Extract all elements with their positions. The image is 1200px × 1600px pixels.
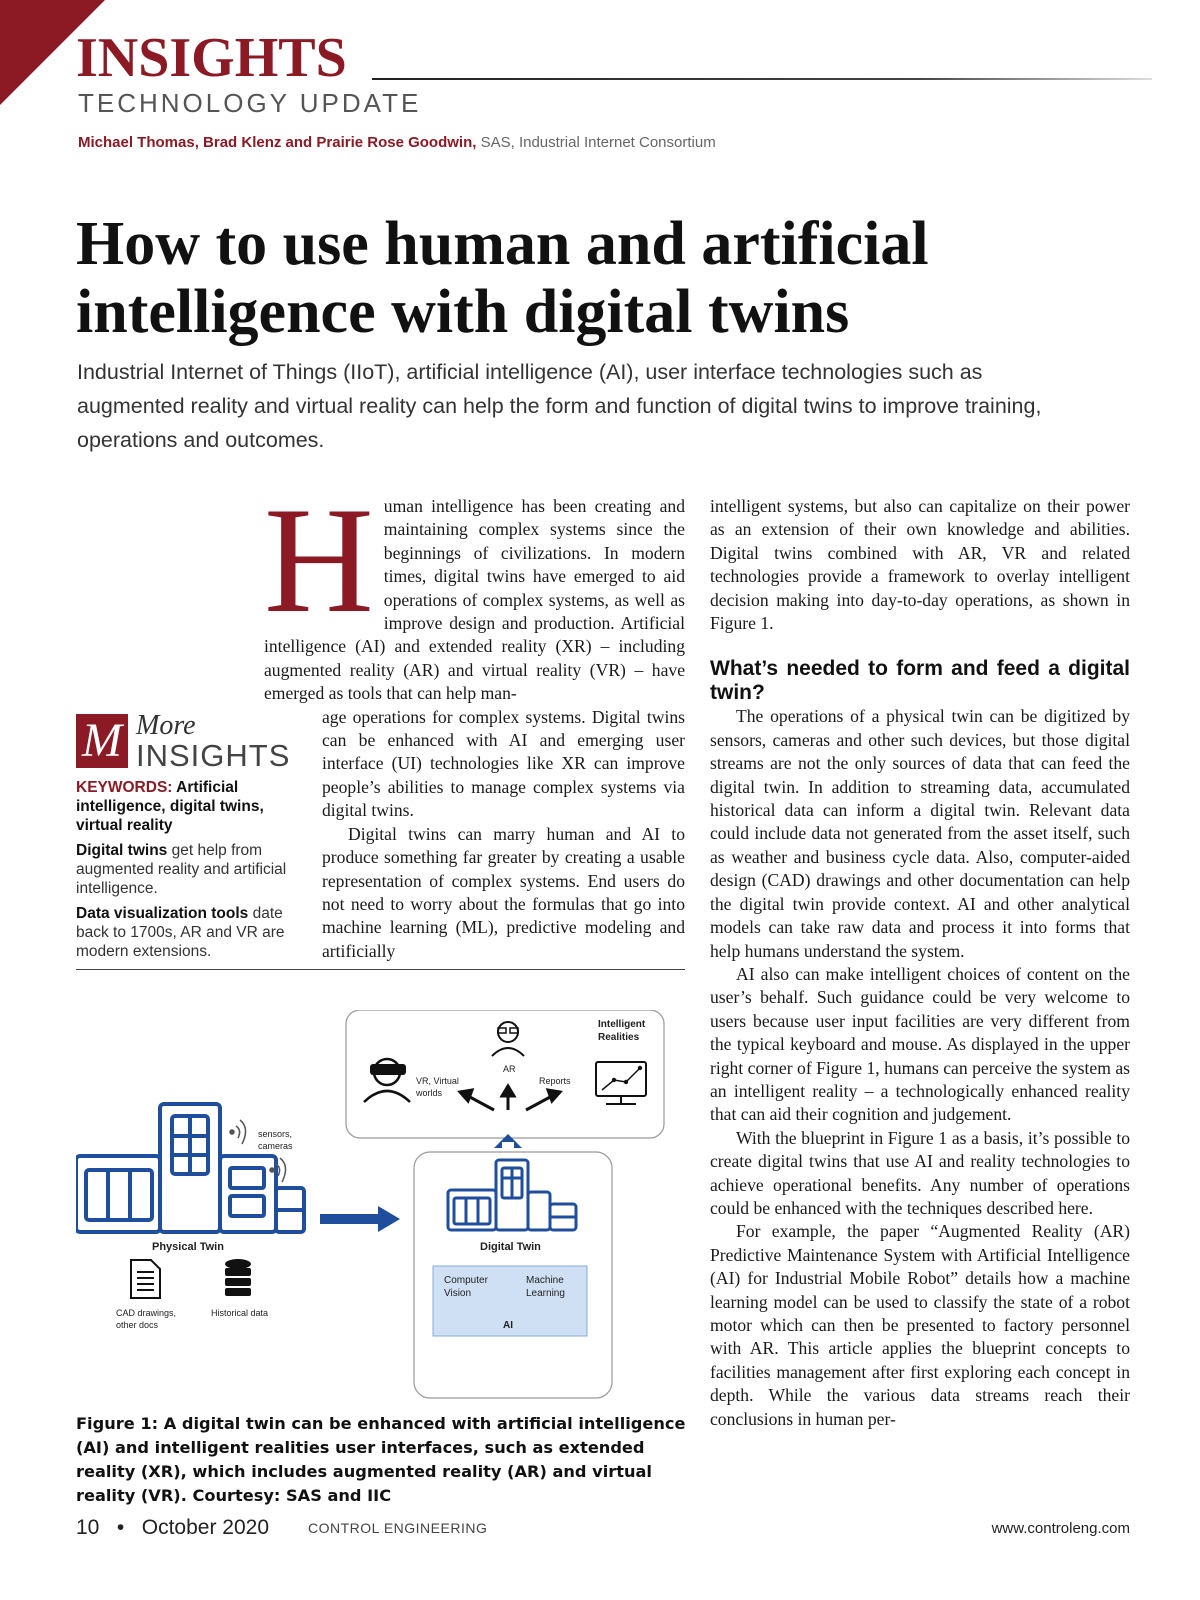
ml-label-2: Learning [526, 1288, 565, 1299]
footer-bullet: • [116, 1516, 125, 1539]
intelligent-label-1: Intelligent [598, 1019, 646, 1030]
document-icon [131, 1260, 160, 1298]
insight-item-2-text: date back to 1700s, AR and VR are modern extensions. [76, 905, 285, 960]
insight-item [76, 841, 296, 898]
c2-paragraph-5: For example, the paper “Augmented Reality (AR) Predictive Maintenance System with Artificial Intelligence (AI) for Industrial Mobile Robot” details how a machine learning model can be used to classify the state of a robot motor which can then be presented to factory personnel with AR. This article applies the blueprint concepts to facilities management after first exploring each concept in depth. While the various data streams reach their conclusions in human per- [710, 1221, 1130, 1429]
reports-label: Reports [539, 1076, 571, 1086]
publication-name: CONTROL ENGINEERING [308, 1520, 488, 1536]
paragraph-1 [264, 476, 685, 706]
drop-cap: H [264, 476, 374, 644]
footer-url[interactable]: www.controleng.com [991, 1520, 1130, 1537]
keywords-label: KEYWORDS: [76, 779, 173, 796]
digital-twin-label: Digital Twin [480, 1241, 541, 1253]
vr-label-2: worlds [416, 1088, 443, 1098]
paragraph-1-tail: age operations for complex systems. Digital twins can be enhanced with AI and emerging user interface (UI) technologies like XR can improve people’s abilities to manage complex systems via digital twins. [322, 706, 685, 821]
footer-page-date [76, 1516, 269, 1540]
figure-1-diagram [76, 1010, 686, 1410]
m-logo-icon: M [76, 714, 128, 768]
physical-twin-label: Physical Twin [152, 1241, 224, 1253]
article-deck: Industrial Internet of Things (IIoT), artificial intelligence (AI), user interface technologies such as augmented reality and virtual reality can help the form and function of digital twins to improve training, operations and outcomes. [77, 360, 1042, 452]
subheading: What’s needed to form and feed a digital twin? [710, 657, 1130, 705]
column-2 [710, 495, 1130, 1431]
cad-label-1: CAD drawings, [116, 1308, 177, 1318]
c2-paragraph-4: With the blueprint in Figure 1 as a basis, it’s possible to create digital twins that use AI and reality technologies to achieve operational benefits. Any number of operations could be enhanced with the techniques described here. [710, 1127, 1130, 1218]
column-1 [264, 476, 685, 963]
keywords [76, 778, 296, 835]
section-title: INSIGHTS [76, 27, 347, 89]
c2-paragraph-1: intelligent systems, but also can capitalize on their power as an extension of their own knowledge and abilities. Digital twins combined with AR, VR and related technologies provide a framework to overlay intelligent decision making into day-to-day operations, as shown in Figure 1. [710, 496, 1130, 634]
keywords-list: Artificial intelligence, digital twins, virtual reality [76, 779, 264, 834]
database-icon [225, 1259, 251, 1296]
sensors-label-1: sensors, [258, 1129, 293, 1139]
byline-affiliation: SAS, Industrial Internet Consortium [476, 134, 716, 151]
byline [78, 134, 716, 151]
ml-label-1: Machine [526, 1275, 564, 1286]
column-1-indented [322, 706, 685, 963]
paragraph-1-lead: uman intelligence has been creating and maintaining complex systems since the beginnings of civilizations. In modern times, digital twins have emerged to aid operations of complex systems, as well as improve design and production. Artificial intelligence (AI) and extended reality (XR) – including augmented reality (AR) and virtual reality (VR) – have emerged as tools that can help man- [264, 496, 685, 704]
logo-more: More [136, 709, 196, 741]
section-subtitle: TECHNOLOGY UPDATE [78, 88, 422, 118]
byline-authors: Michael Thomas, Brad Klenz and Prairie Rose Goodwin, [78, 134, 477, 151]
sensors-label-2: cameras [258, 1141, 293, 1151]
c2-paragraph-2: The operations of a physical twin can be digitized by sensors, cameras and other such devices, but those digital streams are not the only sources of data that can feed the digital twin. In addition to streaming data, accumulated historical data can inform a digital twin. Relevant data could include data not generated from the asset itself, such as weather and business cycle data. Also, computer-aided design (CAD) drawings and other documentation can help the digital twin provide context. AI and other analytical models can take raw data and process it into forms that help humans understand the system. [710, 706, 1130, 961]
c2-paragraph-3: AI also can make intelligent choices of content on the user’s behalf. Such guidance could be very welcome to users because user input facilities are very different from the typical keyboard and mouse. As displayed in the upper right corner of Figure 1, humans can perceive the system as an intelligent reality – a technologically enhanced reality that can aid their cognition and judgement. [710, 963, 1130, 1125]
article-title: How to use human and artificial intelligence with digital twins [76, 210, 929, 346]
figure-caption: Figure 1: A digital twin can be enhanced with artificial intelligence (AI) and intelligent realities user interfaces, such as extended reality (XR), which includes augmented reality (AR) and virtual reality (VR). Courtesy: SAS and IIC [76, 1414, 686, 1505]
right-arrow-icon [320, 1206, 400, 1232]
historical-label: Historical data [211, 1308, 269, 1318]
ai-label: AI [503, 1320, 513, 1331]
vr-label-1: VR, Virtual [416, 1076, 459, 1086]
column-divider [76, 969, 685, 970]
insight-item-2-title: Data visualization tools [76, 905, 249, 922]
intelligent-label-2: Realities [598, 1032, 640, 1043]
insight-item-1-text: get help from augmented reality and artificial intelligence. [76, 842, 287, 897]
issue-date: October 2020 [141, 1516, 270, 1539]
physical-twin-building-icon [76, 1104, 304, 1232]
ar-label: AR [503, 1064, 516, 1074]
cv-label-1: Computer [444, 1275, 488, 1286]
logo-insights: INSIGHTS [136, 737, 291, 773]
paragraph-2: Digital twins can marry human and AI to produce something far greater by creating a usable representation of complex systems. End users do not need to worry about the formulas that go into machine learning (ML), predictive modeling and artificially [322, 823, 685, 961]
cv-label-2: Vision [444, 1288, 472, 1299]
more-insights-logo [76, 710, 296, 772]
cad-label-2: other docs [116, 1320, 159, 1330]
insight-item-1-title: Digital twins [76, 842, 168, 859]
more-insights-sidebar [76, 710, 296, 961]
header-rule [372, 78, 1152, 80]
page-number: 10 [76, 1516, 100, 1539]
insight-item [76, 904, 296, 961]
